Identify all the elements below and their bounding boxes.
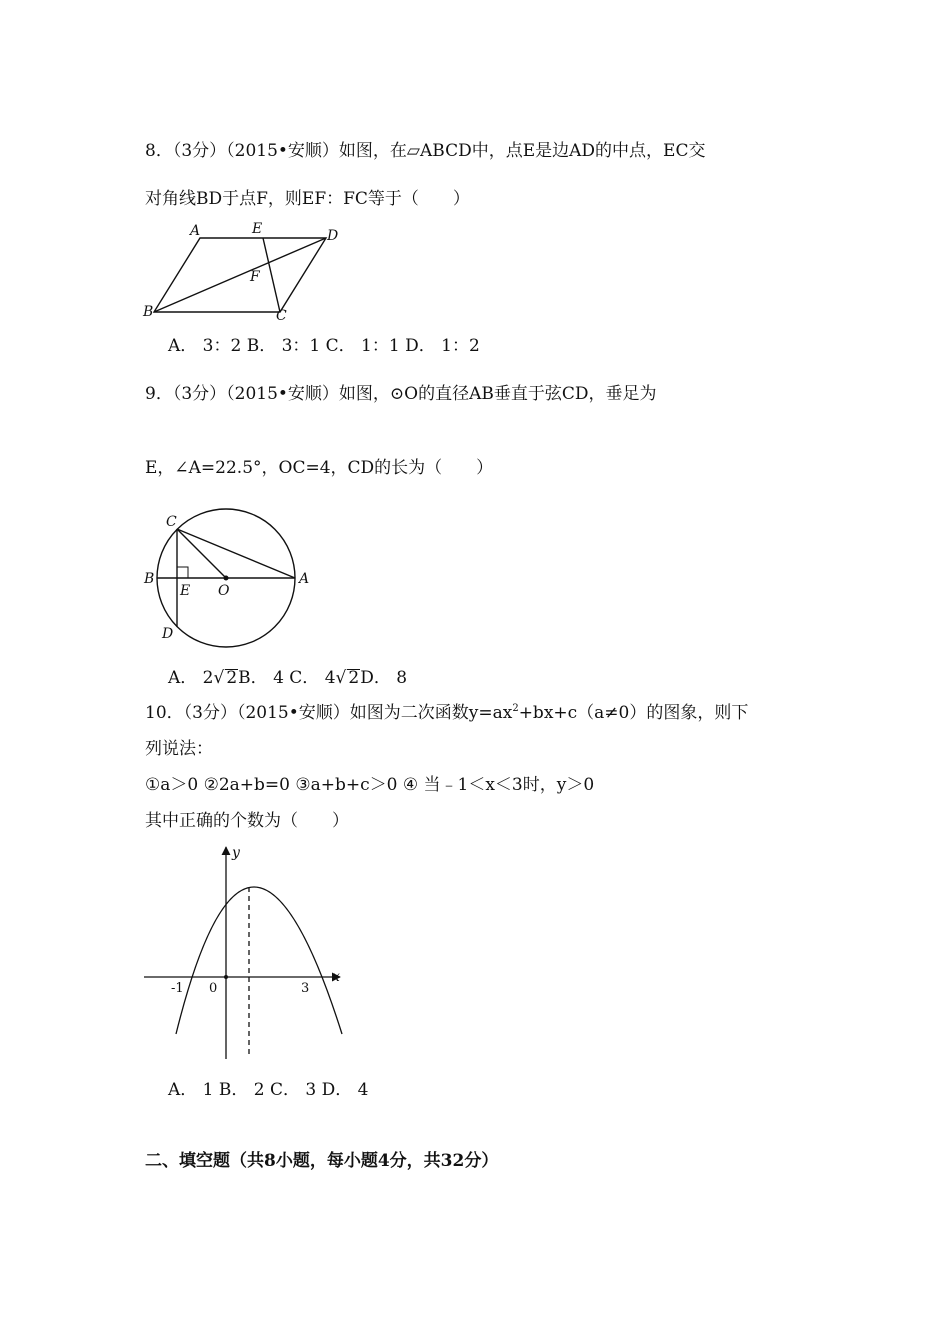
q10-parabola-curve [176,887,342,1034]
q10-text-line2: 列说法： [145,739,213,759]
q10-label-zero: 0 [209,981,218,996]
q8-text-line2: 对角线BD于点F，则EF：FC等于（ ） [145,189,470,209]
q10-text-line4: 其中正确的个数为（ ） [145,811,349,831]
q10-options: A． 1 B． 2 C． 3 D． 4 [168,1080,369,1100]
q9-radical-sign: √ [213,668,225,688]
q8-segment-ec [263,238,280,312]
q9-text-line1: 9．（3分）（2015•安顺）如图，⊙O的直径AB垂直于弦CD，垂足为 [145,384,657,404]
q9-label-a: A [299,571,310,587]
q10-line1-post: +bx+c（a≠0）的图象，则下 [518,703,749,723]
q8-label-e: E [252,221,263,237]
q8-label-b: B [143,304,154,320]
q9-option-c-radicand: 2 [348,668,360,688]
q9-circle-figure [138,505,318,650]
q9-label-d: D [162,626,174,642]
q9-center-point [224,576,229,581]
q10-origin-point [224,975,228,979]
q9-label-b: B [144,571,155,587]
section-heading: 二、填空题（共8小题，每小题4分，共32分） [145,1151,499,1171]
q8-label-f: F [250,269,260,285]
q9-text-line2: E，∠A=22.5°，OC=4，CD的长为（ ） [145,458,494,478]
q9-options [168,667,407,689]
q9-option-bc: B． 4 C． 4 [238,668,336,688]
q8-parallelogram-figure [140,218,350,326]
q9-label-o: O [218,583,230,599]
q9-label-e: E [180,583,191,599]
q10-label-y: y [232,845,240,861]
q10-parabola-figure [140,843,350,1065]
q10-label-x: x [332,969,340,985]
q8-text-line1: 8．（3分）（2015•安顺）如图，在▱ABCD中，点E是边AD的中点，EC交 [145,141,706,161]
q9-option-a-radicand: 2 [226,668,238,688]
q9-segment-ca [177,529,295,578]
q8-label-c: C [276,308,287,324]
q9-option-a-prefix: A． 2 [168,668,214,688]
q10-text-line3: ①a＞0 ②2a+b=0 ③a+b+c＞0 ④ 当﹣1＜x＜3时，y＞0 [145,775,595,795]
q9-label-c: C [166,514,177,530]
q10-line1-pre: 10．（3分）（2015•安顺）如图为二次函数y=ax [145,703,513,723]
q10-label-neg1: -1 [171,981,184,996]
q9-option-d: D． 8 [360,668,408,688]
q8-options: A． 3：2 B． 3：1 C． 1：1 D． 1：2 [168,336,480,356]
q9-radical-sign-2: √ [335,668,347,688]
q10-label-three: 3 [301,981,310,996]
q10-line1-sup: 2 [512,703,519,714]
q9-right-angle-mark [177,567,188,578]
q8-diagonal-bd [154,238,326,312]
q10-text-line1 [145,702,748,724]
q9-segment-co [177,529,226,578]
q8-label-d: D [327,228,339,244]
q8-label-a: A [190,223,201,239]
